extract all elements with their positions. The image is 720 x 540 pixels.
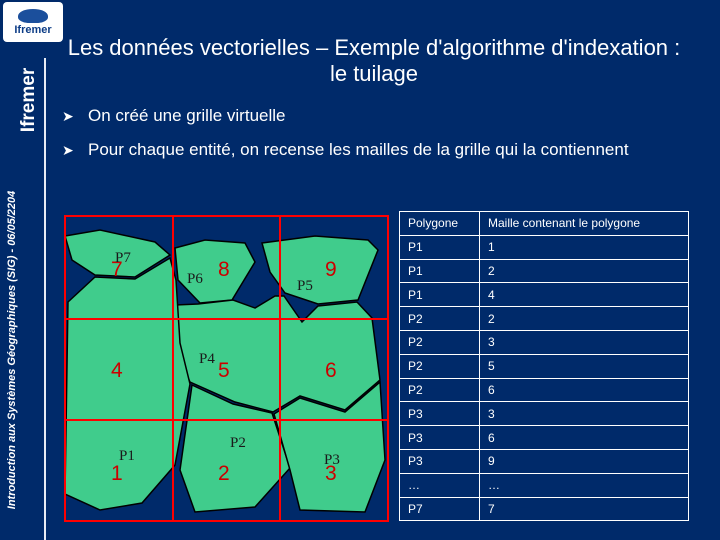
- table-cell-polygon: …: [400, 473, 480, 497]
- polygon-label-p6: P6: [187, 271, 203, 287]
- table-cell-polygon: P2: [400, 354, 480, 378]
- table-row: [400, 259, 689, 283]
- polygon-label-p4: P4: [199, 351, 215, 367]
- bullet-1-text: On créé une grille virtuelle: [88, 106, 286, 125]
- polygon-label-p7: P7: [115, 250, 131, 266]
- table-cell-polygon: P3: [400, 402, 480, 426]
- table-header-row: [400, 212, 689, 236]
- polygon-label-p1: P1: [119, 448, 135, 464]
- table-cell-maille: 2: [480, 307, 689, 331]
- polygon-cell-table: [399, 211, 689, 521]
- table-header-maille: Maille contenant le polygone: [480, 212, 689, 236]
- table-row: [400, 307, 689, 331]
- table-row: [400, 426, 689, 450]
- table-cell-maille: …: [480, 473, 689, 497]
- cell-label-9: 9: [325, 258, 337, 281]
- bullet-2-text: Pour chaque entité, on recense les mailles de la grille qui la contiennent: [88, 140, 629, 159]
- cell-label-3: 3: [325, 462, 337, 485]
- table-cell-polygon: P2: [400, 330, 480, 354]
- table-cell-polygon: P3: [400, 449, 480, 473]
- table-cell-maille: 3: [480, 330, 689, 354]
- table-cell-maille: 4: [480, 283, 689, 307]
- table-cell-polygon: P1: [400, 259, 480, 283]
- table-row: [400, 354, 689, 378]
- polygon-label-p3: P3: [324, 452, 340, 468]
- slide-title: Les données vectorielles – Exemple d'algorithme d'indexation : le tuilage: [67, 35, 681, 86]
- table-row: [400, 449, 689, 473]
- table-row: [400, 235, 689, 259]
- cell-label-6: 6: [325, 359, 337, 382]
- table-cell-maille: 7: [480, 497, 689, 521]
- polygon-label-p2: P2: [230, 435, 246, 451]
- arrow-bullet-icon: ➤: [62, 108, 74, 124]
- table-row: [400, 378, 689, 402]
- table-row: [400, 402, 689, 426]
- cell-label-2: 2: [218, 462, 230, 485]
- table-cell-maille: 6: [480, 426, 689, 450]
- side-caption-text: Introduction aux Systèmes Géographiques (SIG) - 06/05/2204: [6, 190, 19, 510]
- cell-label-4: 4: [111, 359, 123, 382]
- cell-label-5: 5: [218, 359, 230, 382]
- table-cell-polygon: P2: [400, 307, 480, 331]
- polygon-label-p5: P5: [297, 278, 313, 294]
- cell-label-8: 8: [218, 258, 230, 281]
- polygon-p1: [65, 258, 190, 510]
- side-logo-text: Ifremer: [18, 67, 40, 133]
- table-row: [400, 497, 689, 521]
- table-cell-polygon: P1: [400, 283, 480, 307]
- table-cell-polygon: P3: [400, 426, 480, 450]
- cell-label-1: 1: [111, 462, 123, 485]
- table-cell-maille: 5: [480, 354, 689, 378]
- table-cell-maille: 6: [480, 378, 689, 402]
- table-row: [400, 283, 689, 307]
- arrow-bullet-icon: ➤: [62, 142, 74, 158]
- table-row: [400, 330, 689, 354]
- table-cell-maille: 2: [480, 259, 689, 283]
- table-cell-maille: 1: [480, 235, 689, 259]
- table-cell-maille: 9: [480, 449, 689, 473]
- cell-label-7: 7: [111, 258, 123, 281]
- logo-text: Ifremer: [14, 23, 52, 36]
- table-row: [400, 473, 689, 497]
- table-cell-polygon: P2: [400, 378, 480, 402]
- table-cell-polygon: P1: [400, 235, 480, 259]
- table-cell-maille: 3: [480, 402, 689, 426]
- table-header-polygone: Polygone: [400, 212, 480, 236]
- table-cell-polygon: P7: [400, 497, 480, 521]
